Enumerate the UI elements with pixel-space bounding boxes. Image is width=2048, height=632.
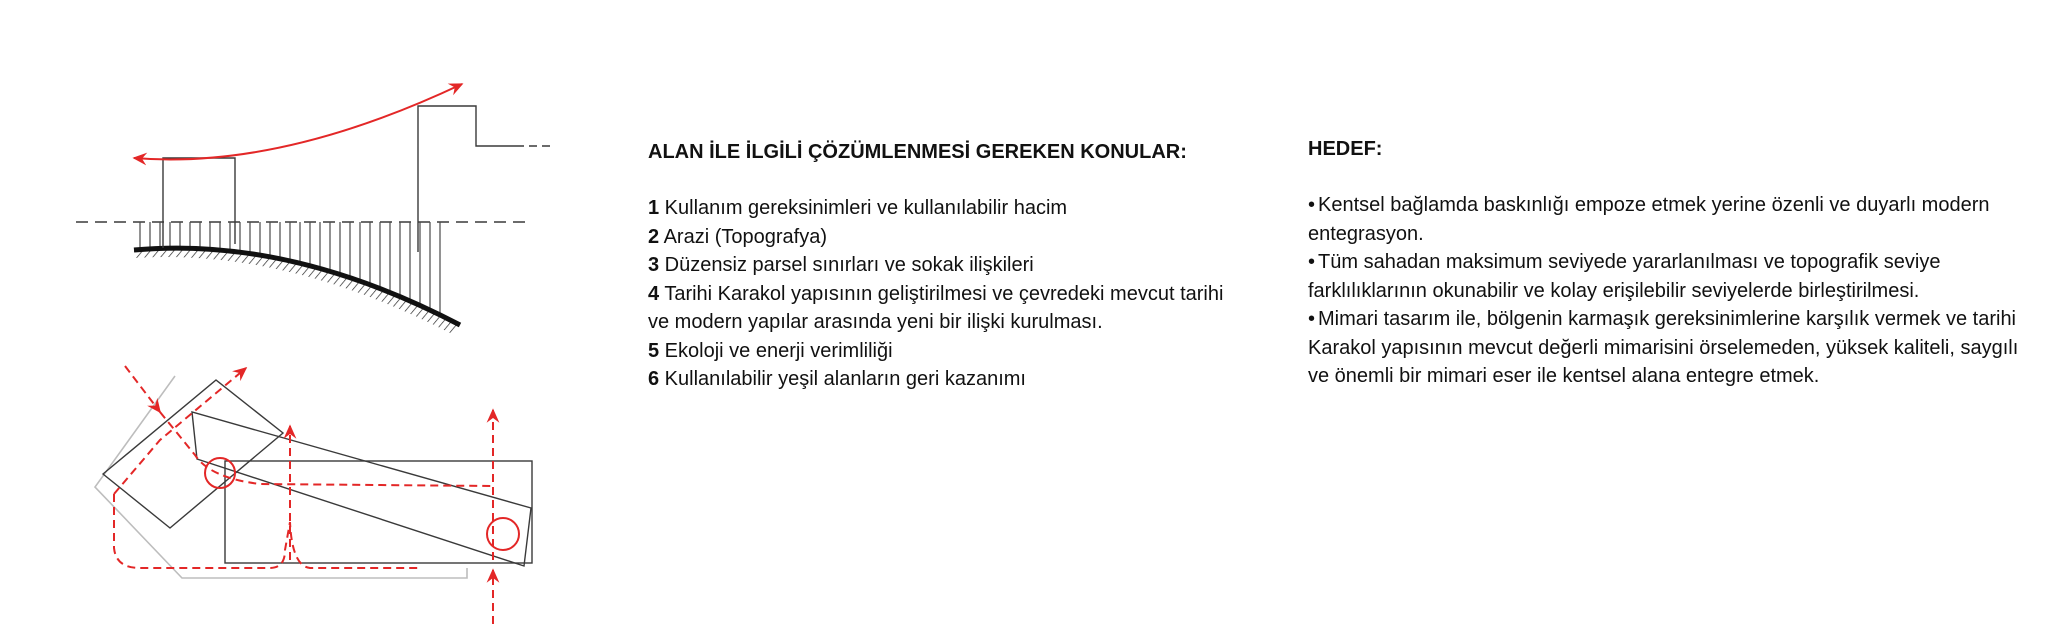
circulation-path-2	[114, 368, 246, 494]
bullet-icon: •	[1308, 251, 1316, 273]
issue-number: 4	[648, 282, 660, 305]
new-building-section	[418, 106, 516, 252]
list-item	[1308, 191, 2028, 248]
list-item	[648, 280, 1248, 337]
issues-list	[648, 194, 1248, 394]
goal-section	[1308, 135, 2028, 391]
goal-list	[1308, 191, 2028, 391]
new-block-main	[225, 461, 532, 563]
issue-number: 2	[648, 225, 660, 248]
issue-number: 5	[648, 339, 660, 362]
site-boundary-path	[95, 376, 467, 578]
goal-heading: HEDEF:	[1308, 138, 1383, 160]
plan-diagram	[95, 366, 532, 624]
circulation-path-3	[160, 412, 492, 486]
issue-text: Arazi (Topografya)	[659, 225, 827, 248]
historic-building-section	[163, 158, 235, 248]
list-item	[648, 223, 1248, 252]
new-block-rotated	[192, 412, 531, 566]
list-item	[648, 337, 1248, 366]
circulation-path-4	[114, 494, 418, 568]
list-item	[648, 194, 1248, 223]
issue-text: Ekoloji ve enerji verimliliği	[659, 339, 893, 362]
scale-arc-arrow	[134, 84, 462, 159]
list-item	[648, 365, 1248, 394]
list-item	[1308, 305, 2028, 391]
section-diagram	[76, 84, 552, 334]
goal-text: Tüm sahadan maksimum seviyede yararlanılması ve topografik seviye farklılıklarının okunabilir ve kolay erişilebilir seviyelerde birleştirilmesi.	[1308, 251, 1941, 302]
issue-text: Kullanılabilir yeşil alanların geri kazanımı	[659, 368, 1026, 390]
node-circle-1	[205, 458, 235, 488]
issues-section	[648, 138, 1248, 394]
list-item	[648, 251, 1248, 280]
issue-text: Düzensiz parsel sınırları ve sokak ilişkileri	[659, 254, 1034, 276]
site-diagrams	[0, 0, 600, 632]
issue-number: 1	[648, 197, 660, 219]
goal-text: Kentsel bağlamda baskınlığı empoze etmek yerine özenli ve duyarlı modern entegrasyon.	[1308, 194, 1990, 245]
issues-heading: ALAN İLE İLGİLİ ÇÖZÜMLENMESİ GEREKEN KONULAR:	[648, 141, 1187, 163]
issue-text: Tarihi Karakol yapısının geliştirilmesi ve çevredeki mevcut tarihi ve modern yapılar arasında yeni bir ilişki kurulması.	[648, 282, 1224, 333]
list-item	[1308, 248, 2028, 305]
issue-number: 6	[648, 368, 660, 390]
bullet-icon: •	[1308, 194, 1316, 216]
issue-text: Kullanım gereksinimleri ve kullanılabilir hacim	[659, 197, 1068, 219]
bullet-icon: •	[1308, 308, 1316, 330]
issue-number: 3	[648, 254, 660, 276]
goal-text: Mimari tasarım ile, bölgenin karmaşık gereksinimlerine karşılık vermek ve tarihi Karakol yapısının mevcut değerli mimarisini örselemeden, yüksek kaliteli, saygılı ve önemli bir mimari eser ile kentsel alana entegre etmek.	[1308, 308, 2019, 387]
node-circle-2	[487, 518, 519, 550]
